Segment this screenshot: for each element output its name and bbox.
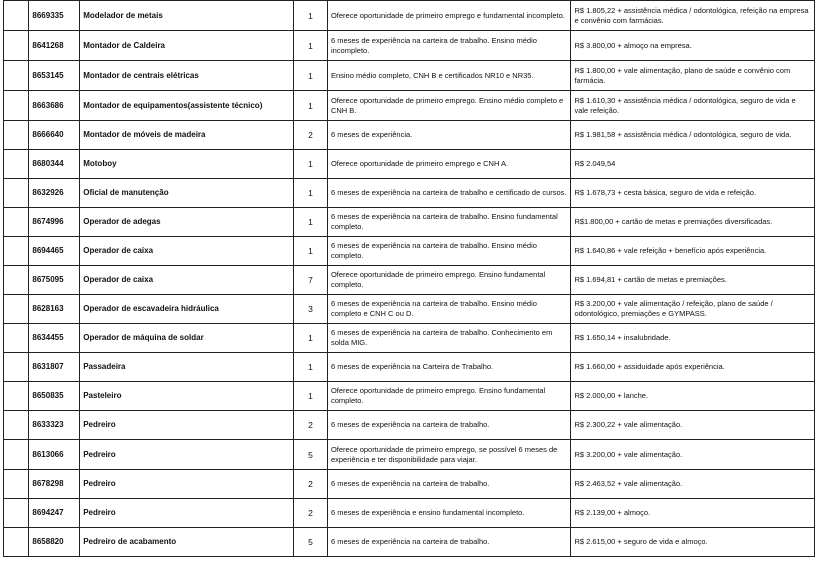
- job-title-cell: Operador de caixa: [80, 266, 294, 295]
- job-code-cell: 8680344: [29, 150, 80, 179]
- job-title-cell: Pedreiro: [80, 470, 294, 499]
- row-blank-cell: [4, 295, 29, 324]
- job-title-cell: Montador de equipamentos(assistente técnico): [80, 91, 294, 121]
- row-blank-cell: [4, 150, 29, 179]
- row-blank-cell: [4, 121, 29, 150]
- job-code-cell: 8663686: [29, 91, 80, 121]
- row-blank-cell: [4, 179, 29, 208]
- job-code-cell: 8613066: [29, 440, 80, 470]
- table-row: [4, 528, 815, 557]
- table-row: [4, 295, 815, 324]
- job-title-cell: Operador de caixa: [80, 237, 294, 266]
- job-title-cell: Montador de centrais elétricas: [80, 61, 294, 91]
- table-row: [4, 324, 815, 353]
- table-row: [4, 382, 815, 411]
- requirements-cell: Oferece oportunidade de primeiro emprego, se possível 6 meses de experiência e ter disponibilidade para viajar.: [327, 440, 571, 470]
- requirements-cell: 6 meses de experiência na carteira de trabalho.: [327, 470, 571, 499]
- row-blank-cell: [4, 1, 29, 31]
- salary-benefits-cell: R$ 1.678,73 + cesta básica, seguro de vida e refeição.: [571, 179, 815, 208]
- table-row: [4, 440, 815, 470]
- vacancies-cell: 1: [294, 61, 328, 91]
- job-title-cell: Pasteleiro: [80, 382, 294, 411]
- job-code-cell: 8653145: [29, 61, 80, 91]
- vacancies-cell: 1: [294, 324, 328, 353]
- requirements-cell: 6 meses de experiência na carteira de trabalho. Ensino médio completo.: [327, 237, 571, 266]
- job-code-cell: 8650835: [29, 382, 80, 411]
- requirements-cell: Ensino médio completo, CNH B e certificados NR10 e NR35.: [327, 61, 571, 91]
- requirements-cell: 6 meses de experiência na carteira de trabalho e certificado de cursos.: [327, 179, 571, 208]
- job-title-cell: Operador de adegas: [80, 208, 294, 237]
- table-row: [4, 31, 815, 61]
- job-title-cell: Passadeira: [80, 353, 294, 382]
- row-blank-cell: [4, 470, 29, 499]
- row-blank-cell: [4, 353, 29, 382]
- table-row: [4, 179, 815, 208]
- requirements-cell: 6 meses de experiência na carteira de trabalho.: [327, 528, 571, 557]
- job-title-cell: Operador de máquina de soldar: [80, 324, 294, 353]
- row-blank-cell: [4, 266, 29, 295]
- job-code-cell: 8632926: [29, 179, 80, 208]
- row-blank-cell: [4, 499, 29, 528]
- table-row: [4, 237, 815, 266]
- vacancies-cell: 1: [294, 237, 328, 266]
- job-title-cell: Modelador de metais: [80, 1, 294, 31]
- job-listings-table: [3, 0, 815, 557]
- job-code-cell: 8694465: [29, 237, 80, 266]
- vacancies-cell: 1: [294, 382, 328, 411]
- row-blank-cell: [4, 440, 29, 470]
- salary-benefits-cell: R$ 2.300,22 + vale alimentação.: [571, 411, 815, 440]
- job-code-cell: 8628163: [29, 295, 80, 324]
- row-blank-cell: [4, 382, 29, 411]
- requirements-cell: 6 meses de experiência na carteira de trabalho.: [327, 411, 571, 440]
- salary-benefits-cell: R$ 2.615,00 + seguro de vida e almoço.: [571, 528, 815, 557]
- job-code-cell: 8694247: [29, 499, 80, 528]
- vacancies-cell: 2: [294, 411, 328, 440]
- row-blank-cell: [4, 324, 29, 353]
- job-title-cell: Pedreiro: [80, 499, 294, 528]
- requirements-cell: Oferece oportunidade de primeiro emprego. Ensino médio completo e CNH B.: [327, 91, 571, 121]
- vacancies-cell: 1: [294, 1, 328, 31]
- job-code-cell: 8674996: [29, 208, 80, 237]
- row-blank-cell: [4, 61, 29, 91]
- requirements-cell: Oferece oportunidade de primeiro emprego. Ensino fundamental completo.: [327, 266, 571, 295]
- job-code-cell: 8678298: [29, 470, 80, 499]
- requirements-cell: 6 meses de experiência e ensino fundamental incompleto.: [327, 499, 571, 528]
- salary-benefits-cell: R$ 1.640,86 + vale refeição + benefício após experiência.: [571, 237, 815, 266]
- job-code-cell: 8669335: [29, 1, 80, 31]
- salary-benefits-cell: R$ 3.800,00 + almoço na empresa.: [571, 31, 815, 61]
- salary-benefits-cell: R$ 1.660,00 + assiduidade após experiência.: [571, 353, 815, 382]
- job-code-cell: 8666640: [29, 121, 80, 150]
- table-row: [4, 208, 815, 237]
- row-blank-cell: [4, 528, 29, 557]
- salary-benefits-cell: R$ 2.049,54: [571, 150, 815, 179]
- vacancies-cell: 1: [294, 91, 328, 121]
- salary-benefits-cell: R$ 1.650,14 + insalubridade.: [571, 324, 815, 353]
- job-title-cell: Operador de escavadeira hidráulica: [80, 295, 294, 324]
- salary-benefits-cell: R$ 1.610,30 + assistência médica / odontológica, seguro de vida e vale refeição.: [571, 91, 815, 121]
- job-title-cell: Oficial de manutenção: [80, 179, 294, 208]
- requirements-cell: 6 meses de experiência na carteira de trabalho. Ensino médio completo e CNH C ou D.: [327, 295, 571, 324]
- vacancies-cell: 2: [294, 121, 328, 150]
- job-code-cell: 8641268: [29, 31, 80, 61]
- job-title-cell: Motoboy: [80, 150, 294, 179]
- row-blank-cell: [4, 208, 29, 237]
- table-row: [4, 470, 815, 499]
- table-row: [4, 411, 815, 440]
- vacancies-cell: 5: [294, 528, 328, 557]
- vacancies-cell: 1: [294, 150, 328, 179]
- row-blank-cell: [4, 31, 29, 61]
- salary-benefits-cell: R$ 1.805,22 + assistência médica / odontológica, refeição na empresa e convênio com farmácias.: [571, 1, 815, 31]
- requirements-cell: 6 meses de experiência na carteira de trabalho. Ensino fundamental completo.: [327, 208, 571, 237]
- row-blank-cell: [4, 91, 29, 121]
- row-blank-cell: [4, 237, 29, 266]
- table-row: [4, 61, 815, 91]
- table-row: [4, 353, 815, 382]
- vacancies-cell: 5: [294, 440, 328, 470]
- table-row: [4, 499, 815, 528]
- vacancies-cell: 1: [294, 208, 328, 237]
- vacancies-cell: 2: [294, 499, 328, 528]
- vacancies-cell: 7: [294, 266, 328, 295]
- job-title-cell: Montador de Caldeira: [80, 31, 294, 61]
- job-code-cell: 8675095: [29, 266, 80, 295]
- job-title-cell: Pedreiro: [80, 440, 294, 470]
- salary-benefits-cell: R$ 2.139,00 + almoço.: [571, 499, 815, 528]
- salary-benefits-cell: R$ 3.200,00 + vale alimentação / refeição, plano de saúde / odontológico, premiações e GYMPASS.: [571, 295, 815, 324]
- job-listings-body: [4, 1, 815, 557]
- requirements-cell: 6 meses de experiência na Carteira de Trabalho.: [327, 353, 571, 382]
- salary-benefits-cell: R$ 1.981,58 + assistência médica / odontológica, seguro de vida.: [571, 121, 815, 150]
- job-code-cell: 8633323: [29, 411, 80, 440]
- requirements-cell: 6 meses de experiência.: [327, 121, 571, 150]
- requirements-cell: 6 meses de experiência na carteira de trabalho. Ensino médio incompleto.: [327, 31, 571, 61]
- salary-benefits-cell: R$ 3.200,00 + vale alimentação.: [571, 440, 815, 470]
- requirements-cell: Oferece oportunidade de primeiro emprego e CNH A.: [327, 150, 571, 179]
- job-title-cell: Pedreiro de acabamento: [80, 528, 294, 557]
- salary-benefits-cell: R$1.800,00 + cartão de metas e premiações diversificadas.: [571, 208, 815, 237]
- requirements-cell: Oferece oportunidade de primeiro emprego. Ensino fundamental completo.: [327, 382, 571, 411]
- vacancies-cell: 1: [294, 179, 328, 208]
- table-row: [4, 121, 815, 150]
- requirements-cell: Oferece oportunidade de primeiro emprego e fundamental incompleto.: [327, 1, 571, 31]
- vacancies-cell: 2: [294, 470, 328, 499]
- table-row: [4, 266, 815, 295]
- table-row: [4, 1, 815, 31]
- vacancies-cell: 1: [294, 353, 328, 382]
- table-row: [4, 91, 815, 121]
- job-code-cell: 8634455: [29, 324, 80, 353]
- salary-benefits-cell: R$ 2.463,52 + vale alimentação.: [571, 470, 815, 499]
- job-title-cell: Pedreiro: [80, 411, 294, 440]
- vacancies-cell: 1: [294, 31, 328, 61]
- salary-benefits-cell: R$ 1.694,81 + cartão de metas e premiações.: [571, 266, 815, 295]
- job-code-cell: 8631807: [29, 353, 80, 382]
- vacancies-cell: 3: [294, 295, 328, 324]
- salary-benefits-cell: R$ 2.000,00 + lanche.: [571, 382, 815, 411]
- job-title-cell: Montador de móveis de madeira: [80, 121, 294, 150]
- table-row: [4, 150, 815, 179]
- requirements-cell: 6 meses de experiência na carteira de trabalho. Conhecimento em solda MIG.: [327, 324, 571, 353]
- salary-benefits-cell: R$ 1.800,00 + vale alimentação, plano de saúde e convênio com farmácia.: [571, 61, 815, 91]
- row-blank-cell: [4, 411, 29, 440]
- job-code-cell: 8658820: [29, 528, 80, 557]
